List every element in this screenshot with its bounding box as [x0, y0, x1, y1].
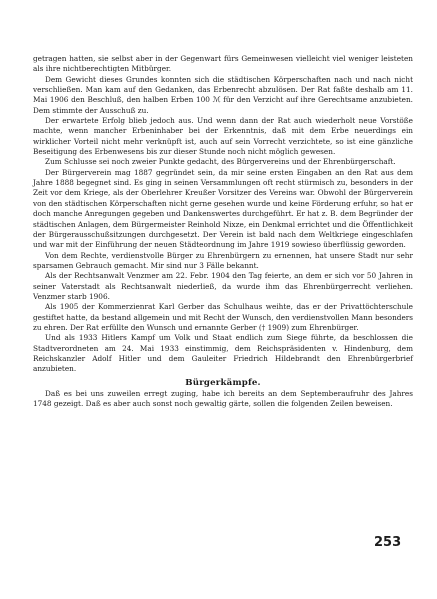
paragraph: getragen hatten, sie selbst aber in der Gegenwart fürs Gemeinwesen vielleicht viel weniger leisteten als ihre nichtberechtigten Mitbürger.: [33, 54, 413, 74]
paragraph: Der Bürgerverein mag 1887 gegründet sein, da mir seine ersten Eingaben an den Rat aus dem Jahre 1888 begegnet sind. Es ging in seinen Versammlungen oft recht stürmisch zu, besonders in der Zeit vor dem Kriege, als der Oberlehrer Kreußer Vorsitzer des Vereins war. Obwohl der Bürgerverein von den städtischen Körperschaften nicht gerne gesehen wurde und keine Förderung erfuhr, so hat er doch manche Anregungen gegeben und Dankenswertes durchgeführt. Er hat z. B. dem Begründer der städtischen Anlagen, dem Bürgermeister Reinhold Nixze, ein Denkmal errichtet und die Öffentlichkeit der Bürgerausschußsitzungen durchgesetzt. Der Verein ist bald nach dem Weltkriege eingeschlafen und war mit der Einführung der neuen Städteordnung im Jahre 1919 sowieso überflüssig geworden.: [33, 167, 413, 250]
paragraph: Dem Gewicht dieses Grundes konnten sich die städtischen Körperschaften nach und nach nicht verschließen. Man kam auf den Gedanken, das Erbenrecht abzulösen. Der Rat faßte deshalb am 11. Mai 1906 den Beschluß, den halben Erben 100 ℳ für den Verzicht auf ihre Gerechtsame anzubieten. Dem stimmte der Ausschuß zu.: [33, 74, 413, 115]
section-heading: Bürgerkämpfe.: [185, 377, 261, 388]
paragraph: Als der Rechtsanwalt Venzmer am 22. Febr. 1904 den Tag feierte, an dem er sich vor 50 Jahren in seiner Vaterstadt als Rechtsanwalt niederließ, da wurde ihm das Ehrenbürgerrecht verliehen. Venzmer starb 1906.: [33, 271, 413, 301]
paragraph: Daß es bei uns zuweilen erregt zuging, habe ich bereits an dem Septemberaufruhr des Jahres 1748 gezeigt. Daß es aber auch sonst noch gewaltig gärte, sollen die folgenden Zeilen beweisen.: [33, 389, 413, 409]
paragraph: Als 1905 der Kommerzienrat Karl Gerber das Schulhaus weihte, das er der Privattöchterschule gestiftet hatte, da bestand allgemein und mit Recht der Wunsch, den verdienstvollen Mann besonders zu ehren. Der Rat erfüllte den Wunsch und ernannte Gerber († 1909) zum Ehrenbürger.: [33, 302, 413, 332]
paragraph: Der erwartete Erfolg blieb jedoch aus. Und wenn dann der Rat auch wiederholt neue Vorstöße machte, wenn mancher Erbeninhaber bei der Erkenntnis, daß mit dem Erbe neuerdings ein wirklicher Vorteil nicht mehr verknüpft ist, auch auf sein Vorrecht verzichtete, so ist eine gänzliche Beseitigung des Erbenwesens bis zur dieser Stunde noch nicht möglich gewesen.: [33, 116, 413, 157]
paragraph: Und als 1933 Hitlers Kampf um Volk und Staat endlich zum Siege führte, da beschlossen die Stadtverordneten am 24. Mai 1933 einstimmig, dem Reichspräsidenten v. Hindenburg, dem Reichskanzler Adolf Hitler und dem Gauleiter Friedrich Hildebrandt den Ehrenbürgerbrief anzubieten.: [33, 333, 413, 374]
page-number: 253: [374, 535, 402, 550]
paragraph: Zum Schlusse sei noch zweier Punkte gedacht, des Bürgervereins und der Ehrenbürgerschaft.: [45, 157, 396, 167]
body-text: [33, 54, 413, 410]
paragraph: Von dem Rechte, verdienstvolle Bürger zu Ehrenbürgern zu ernennen, hat unsere Stadt nur sehr sparsamen Gebrauch gemacht. Mir sind nur 3 Fälle bekannt.: [33, 250, 413, 270]
